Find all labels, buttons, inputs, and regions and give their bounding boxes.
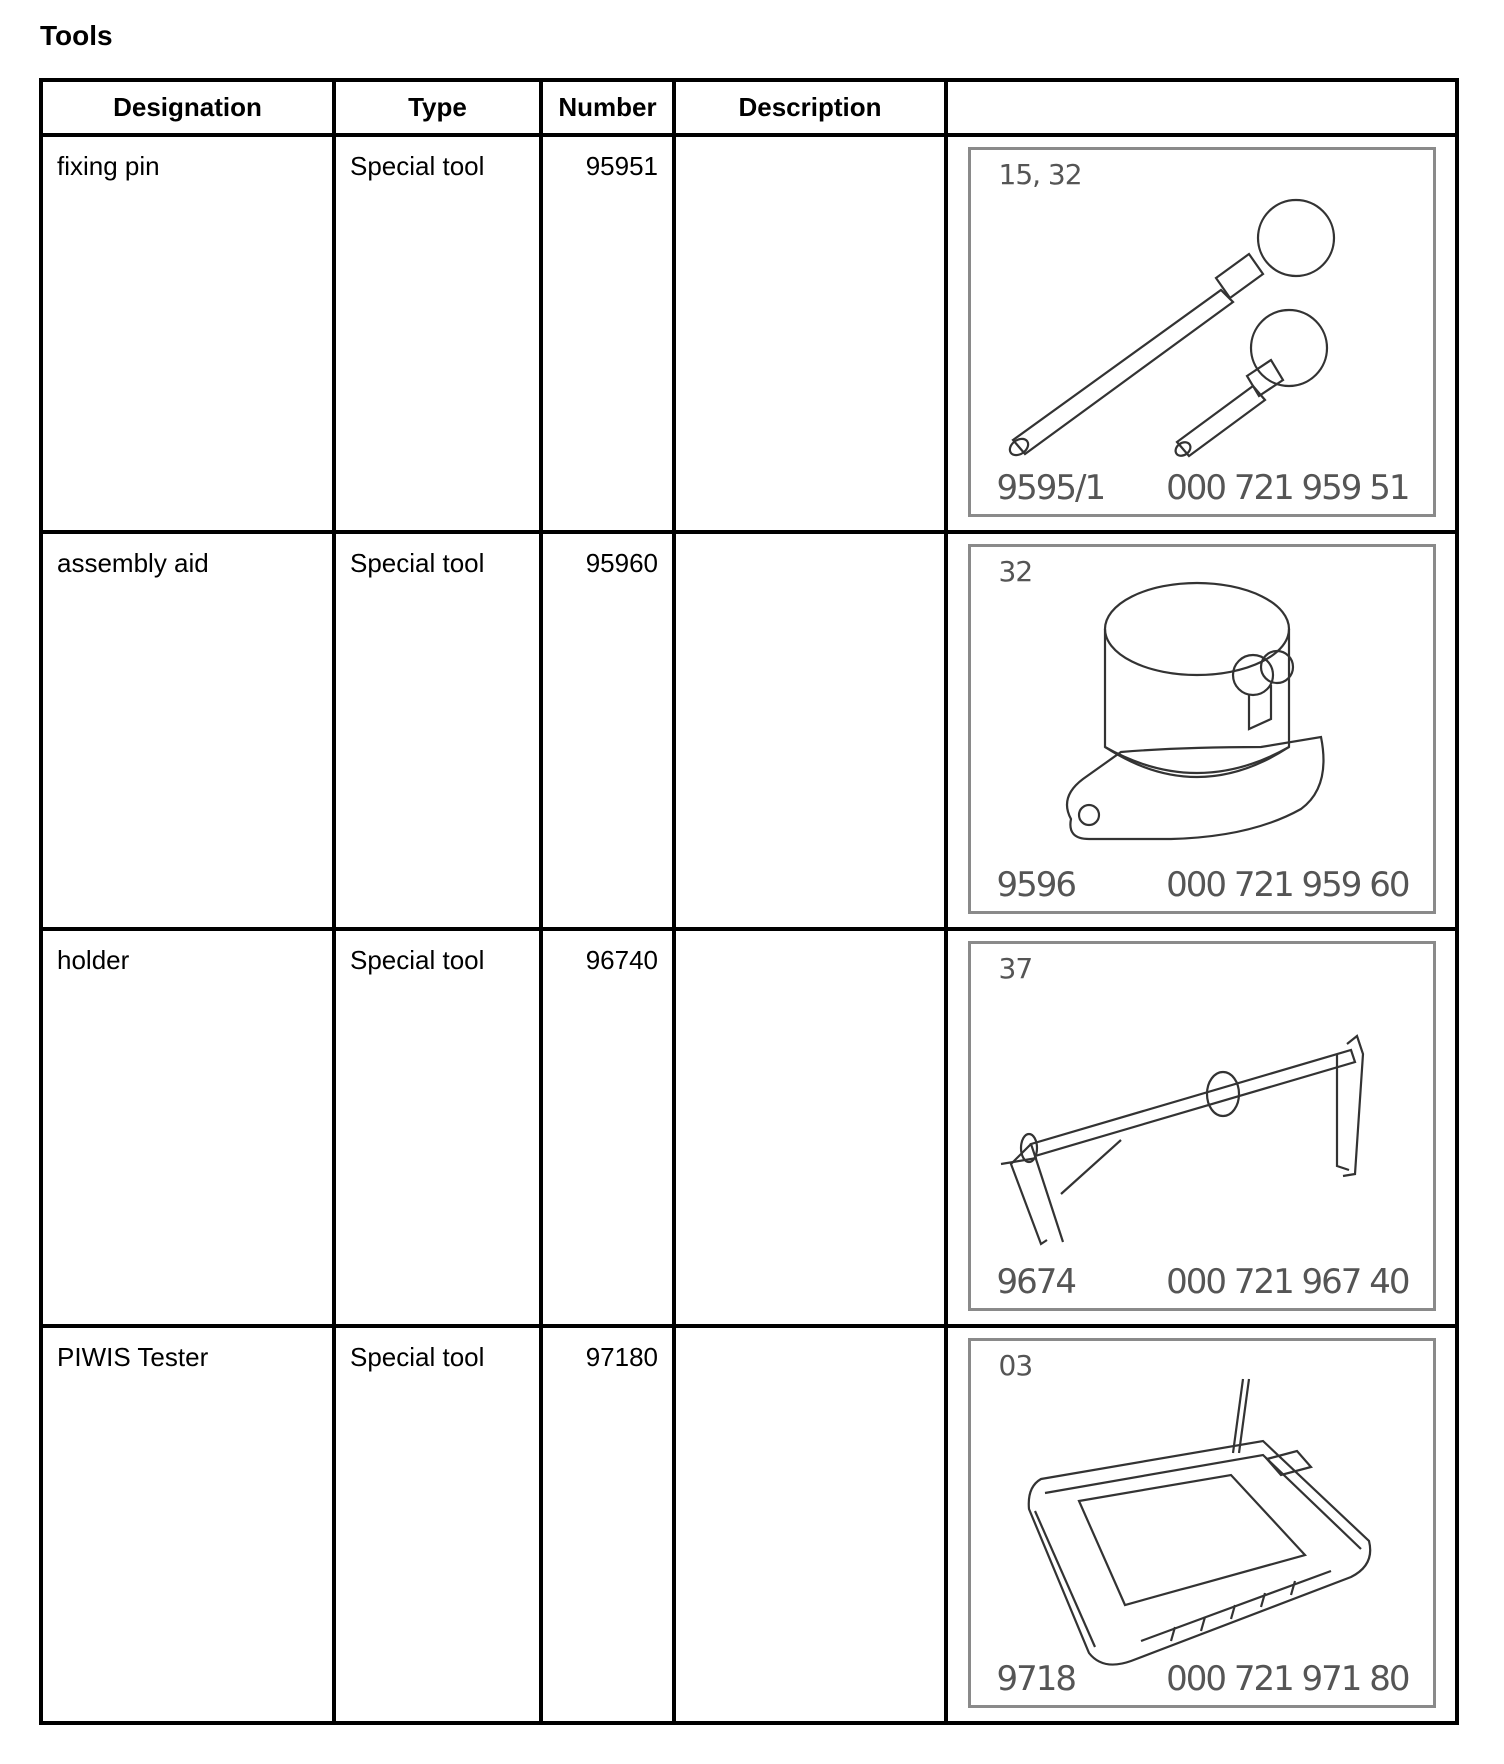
number-cell <box>541 135 674 532</box>
designation-cell <box>41 1326 334 1723</box>
table-row <box>41 532 1457 929</box>
designation-text: PIWIS Tester <box>57 1342 209 1372</box>
number-text: 97180 <box>585 1342 658 1372</box>
description-text <box>676 137 944 151</box>
type-cell <box>334 1326 541 1723</box>
type-text: Special tool <box>350 548 485 578</box>
holder-drawing-icon <box>971 944 1433 1308</box>
table-row <box>41 929 1457 1326</box>
tool-figure <box>968 941 1436 1311</box>
designation-cell <box>41 929 334 1326</box>
figure-tool-code: 9596 <box>996 865 1076 905</box>
header-number: Number <box>541 80 674 135</box>
piwis-tester-drawing-icon <box>971 1341 1433 1705</box>
type-cell <box>334 135 541 532</box>
figure-code-top: 37 <box>998 952 1033 985</box>
tool-figure <box>968 544 1436 914</box>
type-text: Special tool <box>350 1342 485 1372</box>
figure-part-number: 000 721 967 40 <box>1166 1262 1409 1302</box>
figure-cell <box>946 532 1457 929</box>
designation-text: fixing pin <box>57 151 160 181</box>
description-text <box>676 931 944 945</box>
description-cell <box>674 532 946 929</box>
figure-tool-code: 9674 <box>996 1262 1076 1302</box>
description-cell <box>674 135 946 532</box>
figure-code-top: 15, 32 <box>998 158 1082 191</box>
designation-cell <box>41 135 334 532</box>
header-designation: Designation <box>41 80 334 135</box>
designation-text: assembly aid <box>57 548 209 578</box>
header-description: Description <box>674 80 946 135</box>
number-text: 95951 <box>585 151 658 181</box>
description-text <box>676 1328 944 1342</box>
type-text: Special tool <box>350 151 485 181</box>
figure-tool-code: 9595/1 <box>996 468 1105 508</box>
header-figure <box>946 80 1457 135</box>
table-row <box>41 135 1457 532</box>
figure-cell <box>946 929 1457 1326</box>
type-cell <box>334 532 541 929</box>
assembly-aid-drawing-icon <box>971 547 1433 911</box>
number-cell <box>541 929 674 1326</box>
number-text: 96740 <box>585 945 658 975</box>
designation-text: holder <box>57 945 130 975</box>
number-cell <box>541 532 674 929</box>
figure-code-top: 03 <box>998 1349 1033 1382</box>
tool-figure <box>968 1338 1436 1708</box>
page-title: Tools <box>40 20 113 51</box>
designation-cell <box>41 532 334 929</box>
figure-tool-code: 9718 <box>996 1659 1076 1699</box>
description-cell <box>674 1326 946 1723</box>
tool-figure <box>968 147 1436 517</box>
description-cell <box>674 929 946 1326</box>
header-type: Type <box>334 80 541 135</box>
table-header-row <box>41 80 1457 135</box>
fixing-pin-drawing-icon <box>971 150 1433 514</box>
table-row <box>41 1326 1457 1723</box>
description-text <box>676 534 944 548</box>
figure-cell <box>946 135 1457 532</box>
figure-part-number: 000 721 971 80 <box>1166 1659 1409 1699</box>
figure-cell <box>946 1326 1457 1723</box>
tools-table <box>39 78 1459 1725</box>
type-text: Special tool <box>350 945 485 975</box>
number-cell <box>541 1326 674 1723</box>
figure-code-top: 32 <box>998 555 1033 588</box>
figure-part-number: 000 721 959 51 <box>1166 468 1409 508</box>
number-text: 95960 <box>585 548 658 578</box>
figure-part-number: 000 721 959 60 <box>1166 865 1409 905</box>
type-cell <box>334 929 541 1326</box>
